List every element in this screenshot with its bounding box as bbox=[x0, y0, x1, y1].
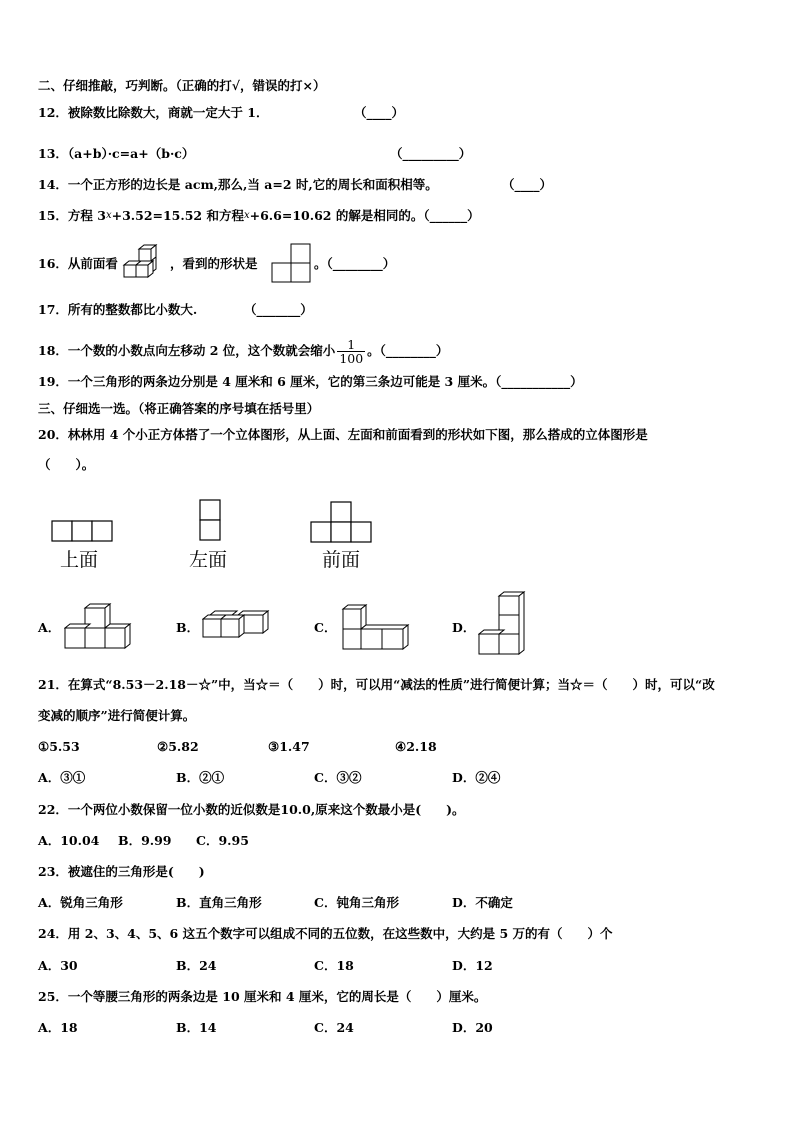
q22-text: 22．一个两位小数保留一位小数的近似数是10.0,原来这个数最小是( )。 bbox=[38, 802, 465, 817]
q18-frac-den: 100 bbox=[339, 351, 364, 366]
q21-choice-4: ④2.18 bbox=[395, 739, 437, 754]
q16-post: 。（________） bbox=[314, 256, 396, 271]
q24-text: 24．用 2、3、4、5、6 这五个数字可以组成不同的五位数，在这些数中，大约是 5 万的有（ ）个 bbox=[38, 926, 613, 941]
q16-shape-figure bbox=[271, 242, 311, 284]
q24-option-c[interactable]: C．18 bbox=[314, 958, 354, 973]
q20-text: 20．林林用 4 个小正方体搭了一个立体图形，从上面、左面和前面看到的形状如下图，那么搭成的立体图形是 bbox=[38, 427, 648, 442]
q13-text: 13．（a+b）·c=a+（b·c） bbox=[38, 146, 195, 161]
q12-text: 12．被除数比除数大，商就一定大于 1． bbox=[38, 105, 269, 120]
q20-option-d[interactable]: D． bbox=[452, 620, 476, 635]
view-top-figure bbox=[50, 519, 114, 543]
q14-text: 14．一个正方形的边长是 acm,那么,当 a=2 时,它的周长和面积相等。 bbox=[38, 177, 438, 192]
view-left-label: 左面 bbox=[189, 549, 228, 571]
q22-option-a[interactable]: A．10.04 bbox=[38, 833, 100, 848]
q21-option-d[interactable]: D．②④ bbox=[452, 770, 501, 785]
q24-option-a[interactable]: A．30 bbox=[38, 958, 78, 973]
q23-option-b[interactable]: B．直角三角形 bbox=[176, 895, 262, 910]
q23-option-d[interactable]: D．不确定 bbox=[452, 895, 513, 910]
q23-text: 23．被遮住的三角形是( ) bbox=[38, 864, 205, 879]
view-left-figure bbox=[198, 498, 222, 542]
q20-blank[interactable]: （ ）。 bbox=[38, 457, 95, 472]
q20-option-a-figure bbox=[64, 602, 134, 650]
q16-pre: 16．从前面看 bbox=[38, 256, 118, 271]
section-3-title: 三、仔细选一选。（将正确答案的序号填在括号里） bbox=[38, 401, 320, 416]
q25-option-a[interactable]: A．18 bbox=[38, 1020, 78, 1035]
q20-option-c-figure bbox=[340, 603, 410, 651]
q25-option-b[interactable]: B．14 bbox=[176, 1020, 217, 1035]
q17-text: 17．所有的整数都比小数大. bbox=[38, 302, 198, 317]
q21-choice-2: ②5.82 bbox=[157, 739, 199, 754]
view-top-label: 上面 bbox=[60, 549, 99, 571]
q20-option-d-figure bbox=[478, 590, 528, 656]
q21-option-c[interactable]: C．③② bbox=[314, 770, 362, 785]
q20-option-b[interactable]: B． bbox=[176, 620, 200, 635]
q21-line2: 变减的顺序”进行简便计算。 bbox=[38, 708, 196, 723]
q16-cube-figure bbox=[122, 244, 160, 284]
q25-option-d[interactable]: D．20 bbox=[452, 1020, 493, 1035]
q21-option-b[interactable]: B．②① bbox=[176, 770, 225, 785]
q24-option-d[interactable]: D．12 bbox=[452, 958, 493, 973]
q24-option-b[interactable]: B．24 bbox=[176, 958, 217, 973]
q21-line1: 21．在算式“8.53－2.18－☆”中，当☆＝（ ）时，可以用“减法的性质”进行简便计算；当☆＝（ ）时，可以“改 bbox=[38, 677, 715, 692]
q18-text: 18．一个数的小数点向左移动 2 位，这个数就会缩小 $\frac{1}{100}$ 。（________） bbox=[38, 337, 449, 366]
section-2-title: 二、仔细推敲，巧判断。（正确的打√，错误的打×） bbox=[38, 78, 326, 93]
q14-blank[interactable]: （____） bbox=[502, 177, 553, 192]
q12-blank[interactable]: （____） bbox=[354, 105, 405, 120]
q22-option-c[interactable]: C．9.95 bbox=[196, 833, 249, 848]
q17-blank[interactable]: （_______） bbox=[244, 302, 313, 317]
view-front-figure bbox=[309, 500, 373, 544]
q20-option-c[interactable]: C． bbox=[314, 620, 337, 635]
q19-text: 19．一个三角形的两条边分别是 4 厘米和 6 厘米，它的第三条边可能是 3 厘米。（___________） bbox=[38, 374, 583, 389]
q18-frac-num: 1 bbox=[337, 338, 365, 352]
q23-option-c[interactable]: C．钝角三角形 bbox=[314, 895, 399, 910]
q21-option-a[interactable]: A．③① bbox=[38, 770, 86, 785]
view-front-label: 前面 bbox=[322, 549, 361, 571]
q23-option-a[interactable]: A．锐角三角形 bbox=[38, 895, 123, 910]
q20-option-b-figure bbox=[202, 609, 270, 639]
q20-option-a[interactable]: A． bbox=[38, 620, 61, 635]
q15-text: 15．方程 3x+3.52=15.52 和方程x+6.6=10.62 的解是相同的。（______） bbox=[38, 208, 480, 223]
q25-option-c[interactable]: C．24 bbox=[314, 1020, 354, 1035]
q21-choice-1: ①5.53 bbox=[38, 739, 80, 754]
q13-blank[interactable]: （_________） bbox=[390, 146, 472, 161]
q25-text: 25．一个等腰三角形的两条边是 10 厘米和 4 厘米，它的周长是（ ）厘米。 bbox=[38, 989, 487, 1004]
q16-mid: ，看到的形状是 bbox=[170, 256, 258, 271]
q22-option-b[interactable]: B．9.99 bbox=[118, 833, 172, 848]
q21-choice-3: ③1.47 bbox=[268, 739, 310, 754]
